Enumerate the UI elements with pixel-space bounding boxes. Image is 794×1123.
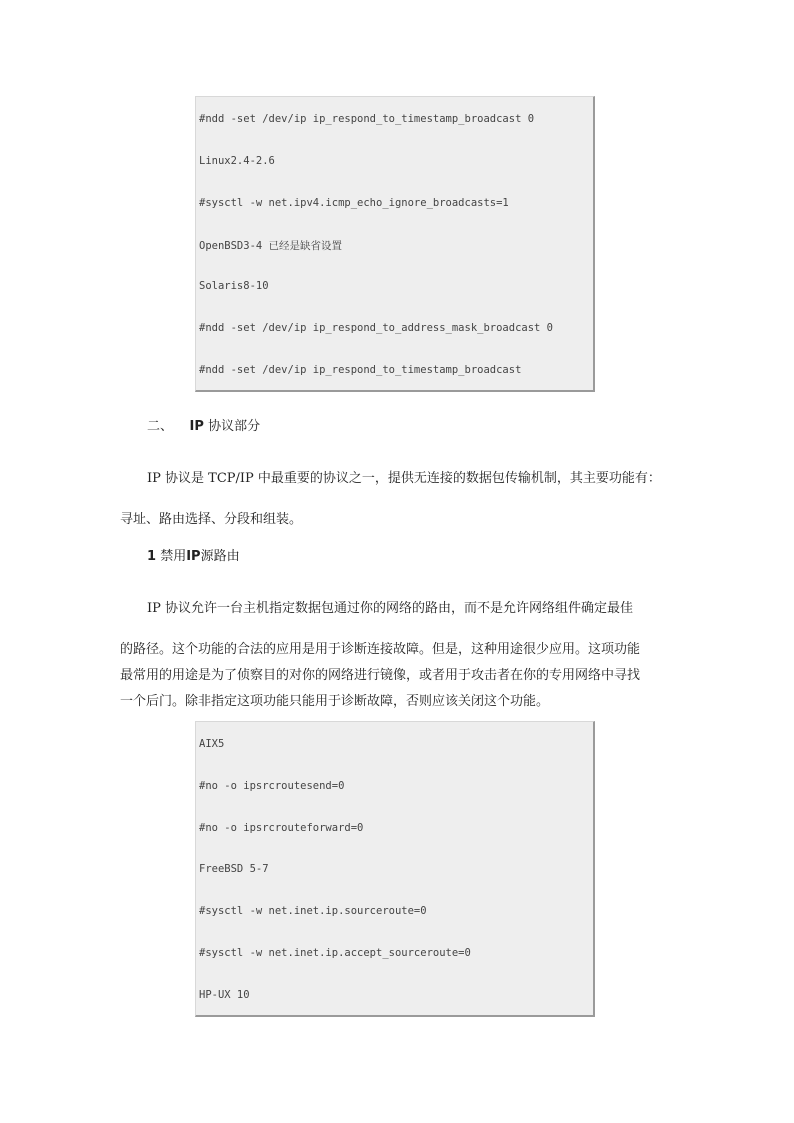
code-line: #sysctl -w net.inet.ip.sourceroute=0 (199, 905, 427, 917)
code-line: Solaris8-10 (199, 280, 269, 292)
section-heading-text: 协议部分 (208, 419, 261, 434)
code-line: #ndd -set /dev/ip ip_respond_to_timestamp_broadcast 0 (199, 113, 535, 125)
section-heading-bold: IP (189, 419, 204, 434)
source-route-paragraph-line: 最常用的用途是为了侦察目的对你的网络进行镜像，或者用于攻击者在你的专用网络中寻找 (120, 668, 641, 683)
code-line: Linux2.4-2.6 (199, 155, 275, 167)
code-block-broadcast (195, 96, 595, 392)
code-line: HP-UX 10 (199, 989, 250, 1001)
intro-paragraph-line: 寻址、路由选择、分段和组装。 (120, 512, 303, 527)
subsection-heading (147, 545, 240, 564)
code-line: AIX5 (199, 738, 225, 750)
subsection-bold: IP (186, 549, 201, 564)
code-line: #ndd -set /dev/ip ip_respond_to_timestamp_broadcast (199, 364, 522, 376)
code-line: OpenBSD3-4 已经是缺省设置 (199, 240, 343, 252)
code-block-source-route (195, 721, 595, 1017)
code-line: #no -o ipsrcroutesend=0 (199, 780, 345, 792)
subsection-number: 1 (147, 549, 157, 564)
subsection-pre: 禁用 (160, 549, 187, 564)
code-line: FreeBSD 5-7 (199, 863, 269, 875)
intro-paragraph-line: IP 协议是 TCP/IP 中最重要的协议之一，提供无连接的数据包传输机制，其主要功能有： (147, 471, 661, 486)
code-line: #no -o ipsrcrouteforward=0 (199, 822, 364, 834)
section-heading (147, 415, 260, 434)
source-route-paragraph-line: 的路径。这个功能的合法的应用是用于诊断连接故障。但是，这种用途很少应用。这项功能 (120, 642, 641, 657)
code-line: #sysctl -w net.inet.ip.accept_sourceroute=0 (199, 947, 471, 959)
subsection-post: 源路由 (200, 549, 240, 564)
code-line: #ndd -set /dev/ip ip_respond_to_address_mask_broadcast 0 (199, 322, 554, 334)
source-route-paragraph-line: IP 协议允许一台主机指定数据包通过你的网络的路由，而不是允许网络组件确定最佳 (147, 601, 634, 616)
section-number: 二、 (147, 419, 174, 434)
source-route-paragraph-line: 一个后门。除非指定这项功能只能用于诊断故障，否则应该关闭这个功能。 (120, 694, 550, 709)
code-line: #sysctl -w net.ipv4.icmp_echo_ignore_broadcasts=1 (199, 197, 509, 209)
